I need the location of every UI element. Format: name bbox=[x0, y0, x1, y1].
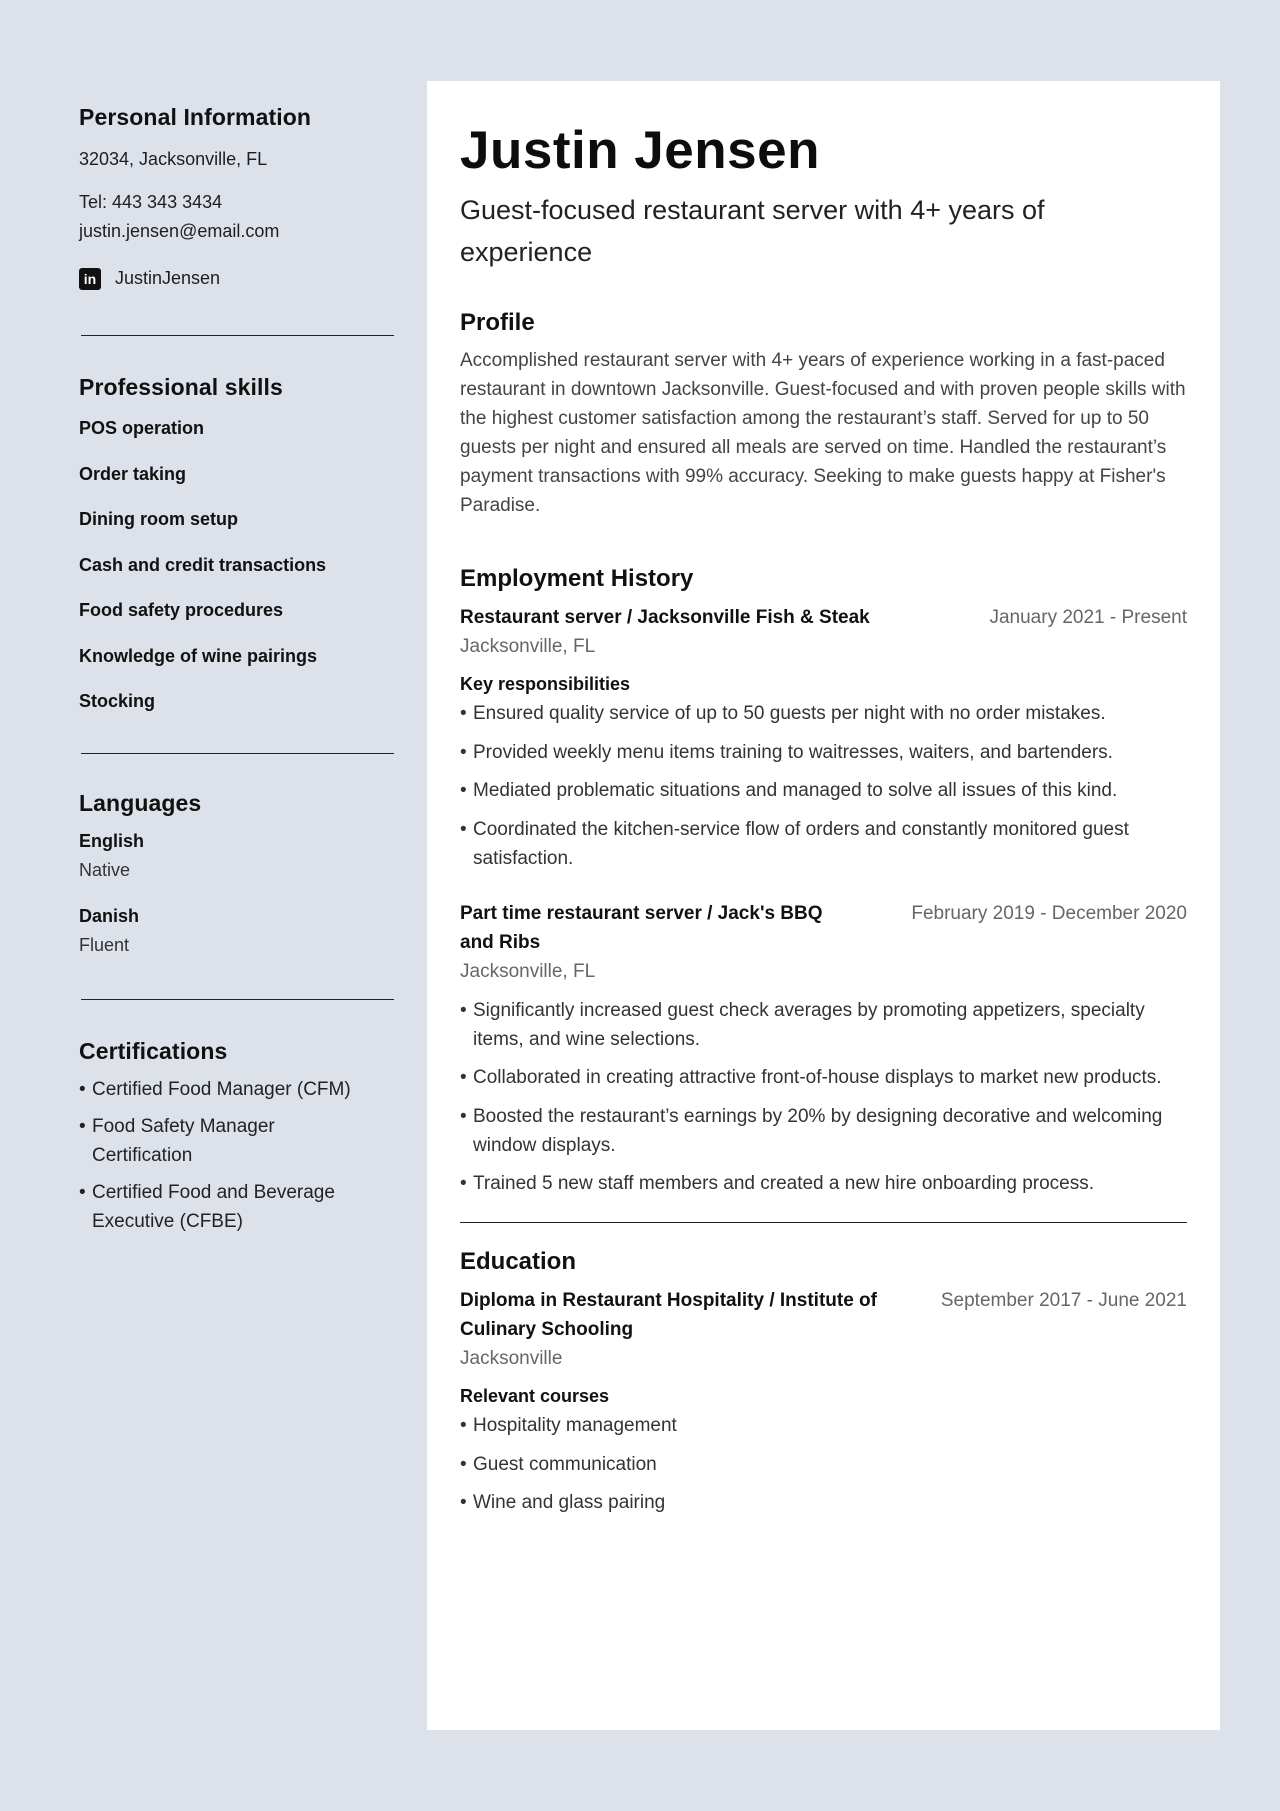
languages-heading: Languages bbox=[79, 790, 202, 816]
job-entry bbox=[460, 603, 1187, 873]
education-title: Diploma in Restaurant Hospitality / Institute of Culinary Schooling bbox=[460, 1290, 877, 1340]
profile-text: Accomplished restaurant server with 4+ years of experience working in a fast-paced restaurant in downtown Jacksonville. Guest-focused and with proven people skills with the highest customer satisfaction among the restaurant’s staff. Served for up to 50 guests per night and ensured all meals are served on time. Handled the restaurant’s payment transactions with 99% accuracy. Seeking to make guests happy at Fisher's Paradise. bbox=[460, 350, 1186, 516]
resume-main-panel bbox=[427, 81, 1220, 1730]
job-bullet: • Mediated problematic situations and managed to solve all issues of this kind. bbox=[460, 776, 1187, 805]
job-location: Jacksonville, FL bbox=[460, 960, 596, 982]
phone: Tel: 443 343 3434 bbox=[79, 192, 223, 212]
employment-section bbox=[460, 564, 1187, 1198]
sidebar-divider bbox=[81, 753, 394, 754]
personal-info-section bbox=[79, 104, 393, 293]
skill-item: Cash and credit transactions bbox=[79, 554, 327, 575]
skill-item: Food safety procedures bbox=[79, 600, 284, 620]
sidebar bbox=[79, 104, 393, 1244]
certification-item: • Certified Food and Beverage Executive (CFBE) bbox=[79, 1178, 359, 1236]
skills-section bbox=[79, 374, 393, 712]
address: 32034, Jacksonville, FL bbox=[79, 149, 268, 169]
linkedin-link[interactable] bbox=[79, 264, 393, 293]
candidate-tagline: Guest-focused restaurant server with 4+ years of experience bbox=[460, 195, 1045, 267]
candidate-name: Justin Jensen bbox=[460, 121, 820, 180]
certifications-heading: Certifications bbox=[79, 1038, 228, 1064]
job-bullet: • Trained 5 new staff members and created a new hire onboarding process. bbox=[460, 1169, 1187, 1198]
certifications-section bbox=[79, 1038, 393, 1236]
languages-section bbox=[79, 790, 393, 960]
course-item: • Hospitality management bbox=[460, 1411, 1187, 1440]
email[interactable]: justin.jensen@email.com bbox=[79, 221, 280, 241]
education-section bbox=[460, 1247, 1187, 1517]
skill-item: Dining room setup bbox=[79, 509, 238, 529]
job-bullet: • Boosted the restaurant’s earnings by 20% by designing decorative and welcoming window displays. bbox=[460, 1102, 1187, 1160]
employment-heading: Employment History bbox=[460, 565, 694, 592]
language-name: Danish bbox=[79, 906, 140, 926]
job-bullet: • Ensured quality service of up to 50 guests per night with no order mistakes. bbox=[460, 699, 1187, 728]
profile-section bbox=[460, 308, 1187, 520]
language-name: English bbox=[79, 831, 145, 851]
job-bullet: • Coordinated the kitchen-service flow of orders and constantly monitored guest satisfaction. bbox=[460, 815, 1187, 873]
personal-info-heading: Personal Information bbox=[79, 104, 312, 130]
education-dates: September 2017 - June 2021 bbox=[940, 1290, 1187, 1311]
job-subheading: Key responsibilities bbox=[460, 674, 631, 694]
education-heading: Education bbox=[460, 1248, 577, 1275]
certification-item: • Certified Food Manager (CFM) bbox=[79, 1075, 393, 1104]
main-divider bbox=[460, 1222, 1187, 1223]
education-location: Jacksonville bbox=[460, 1348, 563, 1369]
job-bullet: • Collaborated in creating attractive front-of-house displays to market new products. bbox=[460, 1063, 1187, 1092]
sidebar-divider bbox=[81, 335, 394, 336]
job-location: Jacksonville, FL bbox=[460, 636, 596, 657]
job-bullet: • Provided weekly menu items training to waitresses, waiters, and bartenders. bbox=[460, 738, 1187, 767]
job-entry bbox=[460, 899, 1187, 1199]
job-dates: January 2021 - Present bbox=[989, 607, 1187, 628]
course-item: • Guest communication bbox=[460, 1450, 1187, 1479]
sidebar-divider bbox=[81, 999, 394, 1000]
course-item: • Wine and glass pairing bbox=[460, 1488, 1187, 1517]
job-dates: February 2019 - December 2020 bbox=[911, 902, 1187, 924]
skill-item: POS operation bbox=[79, 418, 205, 438]
skill-item: Order taking bbox=[79, 463, 187, 484]
education-subheading: Relevant courses bbox=[460, 1386, 610, 1406]
linkedin-icon: in bbox=[79, 268, 101, 290]
job-title: Restaurant server / Jacksonville Fish & Steak bbox=[460, 607, 870, 628]
job-title: Part time restaurant server / Jack's BBQ and Ribs bbox=[460, 902, 823, 953]
skills-heading: Professional skills bbox=[79, 374, 283, 400]
profile-heading: Profile bbox=[460, 309, 535, 336]
linkedin-handle: JustinJensen bbox=[115, 268, 221, 288]
certification-item: • Food Safety Manager Certification bbox=[79, 1112, 309, 1170]
language-level: Fluent bbox=[79, 935, 130, 955]
skill-item: Stocking bbox=[79, 691, 156, 711]
job-bullet: • Significantly increased guest check averages by promoting appetizers, specialty items, and wine selections. bbox=[460, 996, 1187, 1054]
skill-item: Knowledge of wine pairings bbox=[79, 645, 318, 666]
language-level: Native bbox=[79, 860, 131, 880]
